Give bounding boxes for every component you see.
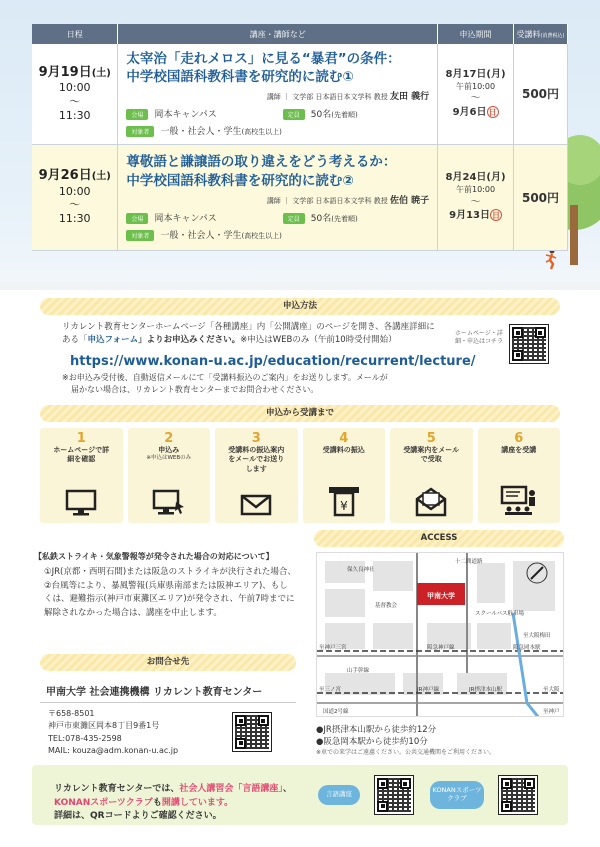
course-title: 尊敬語と謙譲語の取り違えをどう考えるか： 中学校国語科教科書を研究的に読む②	[126, 154, 397, 189]
alert-body: ①JR(京都・西明石間)または阪急のストライキが決行された場合、②台風等により、暴風警報(兵庫県南部または阪神エリア)、もしくは、避難指示(神戸市東灘区エリア)が発令され、午前7時までに解除されなかった場合は、講座を中止します。	[44, 567, 296, 618]
apply-notes: ※お申込み受付後、自動返信メールにて「受講料振込のご案内」をお送りします。メールが 届かない場合は、リカレント教育センターまでお問合わせください。	[62, 373, 388, 395]
inquiry-section-title: お問合せ先	[40, 654, 296, 671]
apply-url[interactable]: https://www.konan-u.ac.jp/education/recurrent/lecture/	[70, 354, 476, 369]
apply-period: 8月17日(月) 午前10:00 〜 9月6日 日	[438, 44, 514, 144]
table-row	[32, 44, 568, 144]
inquiry-org: 甲南大学 社会連携機構 リカレント教育センター	[46, 687, 263, 698]
computer-icon	[64, 489, 98, 517]
access-directions: ●JR摂津本山駅から徒歩約12分 ●阪急岡本駅から徒歩約10分 ※車での来学はご遠慮ください。公共交通機関をご利用ください。	[316, 725, 496, 756]
inquiry-qr-code[interactable]	[232, 712, 272, 752]
computer-click-icon	[152, 489, 186, 517]
homepage-qr-code[interactable]	[509, 324, 549, 364]
course-info	[118, 144, 438, 250]
inquiry-address: 〒658-8501 神戸市東灘区岡本8丁目9番1号 TEL:078-435-2598 MAIL: kouza@adm.konan-u.ac.jp	[48, 708, 178, 758]
table-row	[32, 144, 568, 250]
map-label: 至大阪梅田	[523, 633, 551, 639]
map-label: スクールバス駐車場	[475, 611, 525, 617]
step-5: 5 受講案内をメールで受取	[390, 428, 473, 523]
homepage-qr-label: ホームページ・詳細・申込はコチラ	[455, 330, 504, 345]
apply-period: 8月24日(月) 午前10:00 〜 9月13日 日	[438, 144, 514, 250]
step-3: 3 受講料の振込案内をメールでお送りします	[215, 428, 298, 523]
mail-icon	[239, 493, 273, 517]
fee: 500円	[514, 44, 568, 144]
map-label: 至神戸	[543, 709, 560, 715]
step-6: 6 講座を受講	[478, 428, 561, 523]
language-course-qr-code[interactable]	[374, 775, 414, 815]
schedule-table	[32, 24, 568, 251]
header-course: 講座・講師など	[118, 24, 438, 44]
homepage-qr-block	[455, 322, 555, 372]
bottom-banner-text: リカレント教育センターでは、社会人講習会「言語講座」、 KONANスポーツクラブも開講しています。 詳細は、QRコードよりご確認ください。	[54, 784, 292, 821]
access-section-title: ACCESS	[314, 530, 564, 547]
venue: 会場 岡本キャンパス	[126, 211, 272, 224]
map-label: 国道2号線	[323, 709, 349, 715]
sports-club-pill[interactable]: KONANスポーツクラブ	[430, 781, 484, 809]
runner-icon	[544, 248, 558, 270]
open-mail-icon	[414, 487, 448, 517]
map-campus-label: 甲南大学	[427, 592, 455, 600]
course-info	[118, 44, 438, 144]
map-label: 至三ノ宮	[319, 687, 342, 693]
target: 対象者 一般・社会人・学生(高校生以上)	[126, 124, 429, 137]
tree-trunk	[570, 205, 578, 265]
map-label: 基督教会	[375, 603, 398, 609]
ground-strip	[0, 282, 600, 290]
divider	[40, 702, 296, 703]
header-period: 申込期間	[438, 24, 514, 44]
sports-club-qr-code[interactable]	[498, 775, 538, 815]
course-title: 太宰治「走れメロス」に見る“暴君”の条件： 中学校国語科教科書を研究的に読む①	[126, 51, 401, 86]
map-label: 至大阪	[543, 687, 560, 693]
lecture-icon	[500, 485, 538, 517]
map-label: JR神戸線	[417, 687, 439, 693]
course-date: 9月19日(土) 10:00 〜 11:30	[32, 44, 118, 144]
course-date: 9月26日(土) 10:00 〜 11:30	[32, 144, 118, 250]
yen-payment-icon	[327, 485, 361, 517]
map-label: 阪急神戸線	[427, 645, 455, 651]
apply-instructions: リカレント教育センターホームページ「各種講座」内「公開講座」のページを開き、各講座詳細に ある「申込フォーム」よりお申込みください。※申込はWEBのみ（午前10時受付開始）	[62, 322, 435, 346]
capacity: 定員 50名(先着順)	[283, 107, 429, 120]
flow-steps	[40, 428, 560, 523]
map-label: 保久良神社	[347, 567, 375, 573]
inquiry-mail[interactable]: MAIL: kouza@adm.konan-u.ac.jp	[48, 746, 179, 756]
schedule-header	[32, 24, 568, 44]
access-map	[316, 552, 564, 717]
header-fee: 受講料(消費税込)	[514, 24, 568, 44]
apply-form-link[interactable]: 申込フォーム	[87, 335, 139, 346]
step-2: 2 申込み ※申込はWEBのみ	[128, 428, 211, 523]
map-label: 阪急岡本駅	[513, 645, 541, 651]
flow-section-title: 申込から受講まで	[40, 405, 560, 422]
map-label: 至神戸三宮	[319, 645, 347, 651]
fee: 500円	[514, 144, 568, 250]
apply-section-title: 申込方法	[40, 298, 560, 315]
capacity: 定員 50名(先着順)	[283, 211, 429, 224]
map-label: JR摂津本山駅	[469, 687, 502, 693]
map-label: 山手幹線	[347, 668, 370, 674]
lecturer: 講師 ｜ 文学部 日本語日本文学科 教授 友田 義行	[266, 92, 430, 103]
lecturer: 講師 ｜ 文学部 日本語日本文学科 教授 佐伯 暁子	[266, 195, 430, 206]
svg-text:¥: ¥	[339, 499, 348, 513]
step-1: 1 ホームページで詳細を確認	[40, 428, 123, 523]
language-course-pill[interactable]: 言語講座	[318, 785, 360, 805]
header-date: 日程	[32, 24, 118, 44]
venue: 会場 岡本キャンパス	[126, 107, 272, 120]
alert-title: 【私鉄ストライキ・気象警報等が発令された場合の対応について】	[34, 552, 274, 561]
step-4: 4 受講料の振込 ¥	[303, 428, 386, 523]
target: 対象者 一般・社会人・学生(高校生以上)	[126, 228, 429, 241]
map-label: 十二間道路	[455, 559, 483, 565]
bottom-banner	[32, 765, 568, 825]
